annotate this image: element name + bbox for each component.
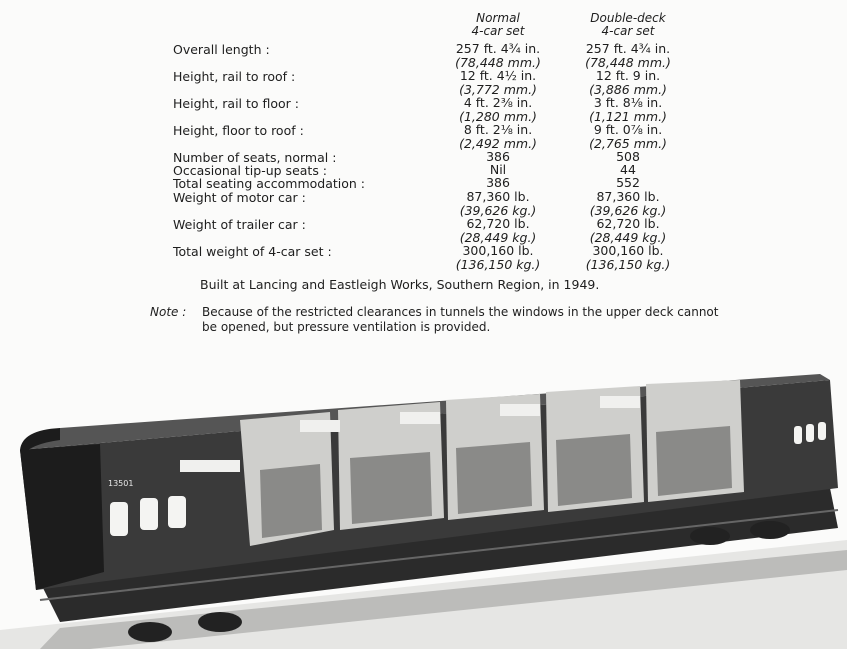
spec-label: Height, floor to roof : bbox=[173, 123, 304, 138]
double-deck-value-metric: (78,448 mm.) bbox=[585, 54, 671, 70]
double-deck-value-metric: (39,626 kg.) bbox=[589, 202, 667, 218]
normal-value bbox=[433, 176, 563, 190]
normal-value-imperial: Nil bbox=[489, 162, 507, 177]
double-deck-value-imperial: 12 ft. 9 in. bbox=[595, 68, 661, 83]
spec-label: Height, rail to floor : bbox=[173, 96, 300, 111]
double-deck-value-imperial: 62,720 lb. bbox=[596, 216, 660, 231]
double-deck-value-metric: (2,765 mm.) bbox=[589, 135, 667, 151]
normal-value-imperial: 4 ft. 2⅜ in. bbox=[463, 95, 533, 110]
normal-value-imperial: 8 ft. 2⅛ in. bbox=[463, 122, 533, 137]
double-deck-value bbox=[563, 123, 693, 150]
normal-value-imperial: 386 bbox=[486, 149, 510, 164]
built-statement: Built at Lancing and Eastleigh Works, Southern Region, in 1949. bbox=[200, 277, 600, 292]
double-deck-value bbox=[563, 190, 693, 217]
normal-value bbox=[433, 69, 563, 96]
normal-value-imperial: 257 ft. 4¾ in. bbox=[455, 41, 541, 56]
double-deck-value-imperial: 9 ft. 0⅞ in. bbox=[593, 122, 663, 137]
normal-value bbox=[433, 190, 563, 217]
normal-value bbox=[433, 244, 563, 271]
double-deck-value bbox=[563, 217, 693, 244]
double-deck-value-metric: (28,449 kg.) bbox=[589, 229, 667, 245]
note-label: Note : bbox=[150, 305, 187, 319]
spec-label: Overall length : bbox=[173, 42, 270, 57]
normal-value bbox=[433, 123, 563, 150]
double-deck-value-metric: (1,121 mm.) bbox=[589, 108, 667, 124]
double-deck-coach-cutaway-photo bbox=[0, 360, 847, 649]
normal-value-metric: (136,150 kg.) bbox=[455, 256, 541, 272]
note-text: Because of the restricted clearances in tunnels the windows in the upper deck cannot be opened, but pressure ventilation is provided. bbox=[202, 305, 719, 334]
normal-value-metric: (3,772 mm.) bbox=[459, 81, 537, 97]
normal-value-metric: (39,626 kg.) bbox=[459, 202, 537, 218]
normal-value-metric: (2,492 mm.) bbox=[459, 135, 537, 151]
spec-label: Number of seats, normal : bbox=[173, 150, 337, 165]
double-deck-value bbox=[563, 42, 693, 69]
column-header-double-deck: Double-deck 4-car set bbox=[590, 11, 666, 38]
normal-value-metric: (78,448 mm.) bbox=[455, 54, 541, 70]
double-deck-value-metric: (136,150 kg.) bbox=[585, 256, 671, 272]
normal-value-imperial: 300,160 lb. bbox=[462, 243, 534, 258]
normal-value-metric: (1,280 mm.) bbox=[459, 108, 537, 124]
double-deck-value-imperial: 257 ft. 4¾ in. bbox=[585, 41, 671, 56]
normal-value-imperial: 62,720 lb. bbox=[466, 216, 530, 231]
double-deck-value-imperial: 44 bbox=[620, 162, 636, 177]
spec-label: Total seating accommodation : bbox=[173, 176, 366, 191]
spec-label: Total weight of 4-car set : bbox=[173, 244, 332, 259]
normal-value-imperial: 386 bbox=[486, 175, 510, 190]
double-deck-value bbox=[563, 244, 693, 271]
double-deck-value-imperial: 552 bbox=[616, 175, 640, 190]
normal-value-imperial: 87,360 lb. bbox=[466, 189, 530, 204]
spec-label: Occasional tip-up seats : bbox=[173, 163, 328, 178]
normal-value bbox=[433, 96, 563, 123]
spec-label: Height, rail to roof : bbox=[173, 69, 296, 84]
normal-value bbox=[433, 42, 563, 69]
double-deck-value-metric: (3,886 mm.) bbox=[589, 81, 667, 97]
double-deck-value-imperial: 508 bbox=[616, 149, 640, 164]
double-deck-value-imperial: 87,360 lb. bbox=[596, 189, 660, 204]
normal-value-metric: (28,449 kg.) bbox=[459, 229, 537, 245]
double-deck-value-imperial: 3 ft. 8⅛ in. bbox=[593, 95, 663, 110]
double-deck-value bbox=[563, 69, 693, 96]
double-deck-value bbox=[563, 176, 693, 190]
spec-label: Weight of motor car : bbox=[173, 190, 306, 205]
normal-value-imperial: 12 ft. 4½ in. bbox=[459, 68, 537, 83]
car-number-text: 13501 bbox=[108, 479, 134, 488]
double-deck-value-imperial: 300,160 lb. bbox=[592, 243, 664, 258]
normal-value bbox=[433, 217, 563, 244]
double-deck-value bbox=[563, 96, 693, 123]
spec-label: Weight of trailer car : bbox=[173, 217, 306, 232]
column-header-normal: Normal 4-car set bbox=[471, 11, 525, 38]
